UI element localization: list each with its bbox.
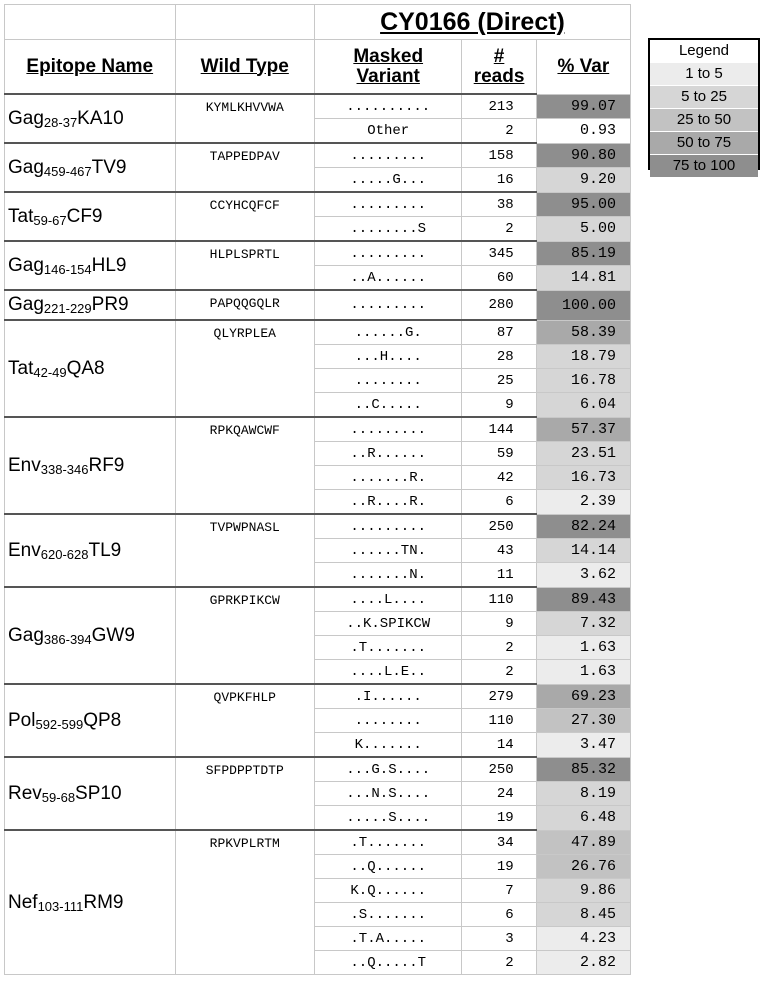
pct-var: 9.20 — [536, 168, 630, 193]
header-reads — [462, 40, 536, 95]
read-count: 110 — [462, 587, 536, 612]
legend-item: 50 to 75 — [650, 131, 758, 154]
masked-variant: ..Q.....T — [314, 951, 461, 975]
epitope-protein: Env — [8, 454, 41, 476]
table-row — [5, 192, 631, 217]
masked-variant: ......... — [314, 143, 461, 168]
legend-items — [650, 62, 758, 177]
table-row — [5, 417, 631, 442]
read-count: 2 — [462, 660, 536, 685]
epitope-protein: Gag — [8, 624, 44, 646]
legend-item: 75 to 100 — [650, 154, 758, 177]
table-row — [5, 587, 631, 612]
masked-variant: ..K.SPIKCW — [314, 612, 461, 636]
pct-var: 3.62 — [536, 563, 630, 588]
legend-item: 1 to 5 — [650, 62, 758, 85]
header-reads-line2: reads — [473, 65, 525, 87]
masked-variant: ......TN. — [314, 539, 461, 563]
read-count: 2 — [462, 217, 536, 242]
pct-var: 8.45 — [536, 903, 630, 927]
pct-var: 6.48 — [536, 806, 630, 831]
read-count: 2 — [462, 636, 536, 660]
epitope-suffix: RM9 — [83, 891, 124, 913]
read-count: 24 — [462, 782, 536, 806]
epitope-protein: Tat — [8, 357, 34, 379]
epitope-protein: Gag — [8, 156, 44, 178]
pct-var: 16.73 — [536, 466, 630, 490]
epitope-protein: Gag — [8, 254, 44, 276]
epitope-protein: Env — [8, 539, 41, 561]
pct-var: 69.23 — [536, 684, 630, 709]
epitope-table — [4, 4, 631, 975]
epitope-name-cell — [5, 241, 176, 290]
masked-variant: ...G.S.... — [314, 757, 461, 782]
masked-variant: .....G... — [314, 168, 461, 193]
epitope-name-cell — [5, 684, 176, 757]
pct-var: 58.39 — [536, 320, 630, 345]
epitope-position: 42-49 — [33, 364, 67, 380]
epitope-position: 103-111 — [37, 898, 84, 914]
legend-item: 5 to 25 — [650, 85, 758, 108]
masked-variant: ......... — [314, 192, 461, 217]
pct-var: 26.76 — [536, 855, 630, 879]
masked-variant: .I...... — [314, 684, 461, 709]
wild-type-sequence: QLYRPLEA — [175, 320, 314, 417]
masked-variant: ....L.E.. — [314, 660, 461, 685]
read-count: 158 — [462, 143, 536, 168]
pct-var: 2.39 — [536, 490, 630, 515]
header-masked-variant-line1: Masked — [353, 45, 424, 67]
read-count: 14 — [462, 733, 536, 758]
epitope-protein: Rev — [8, 782, 42, 804]
masked-variant: ..A...... — [314, 266, 461, 291]
masked-variant: ......... — [314, 241, 461, 266]
read-count: 279 — [462, 684, 536, 709]
epitope-name-cell — [5, 143, 176, 192]
read-count: 59 — [462, 442, 536, 466]
pct-var: 1.63 — [536, 660, 630, 685]
table-row — [5, 684, 631, 709]
table-row — [5, 143, 631, 168]
wild-type-sequence: PAPQQGQLR — [175, 290, 314, 320]
read-count: 345 — [462, 241, 536, 266]
pct-var: 23.51 — [536, 442, 630, 466]
epitope-position: 221-229 — [43, 301, 92, 316]
wild-type-sequence: HLPLSPRTL — [175, 241, 314, 290]
masked-variant: ........ — [314, 709, 461, 733]
table-row — [5, 757, 631, 782]
epitope-name-cell — [5, 417, 176, 514]
epitope-position: 620-628 — [40, 546, 89, 562]
pct-var: 95.00 — [536, 192, 630, 217]
read-count: 60 — [462, 266, 536, 291]
epitope-name-cell — [5, 192, 176, 241]
masked-variant: ......G. — [314, 320, 461, 345]
pct-var: 89.43 — [536, 587, 630, 612]
pct-var: 100.00 — [536, 290, 630, 320]
epitope-suffix: TL9 — [88, 539, 122, 561]
pct-var: 4.23 — [536, 927, 630, 951]
read-count: 42 — [462, 466, 536, 490]
pct-var: 1.63 — [536, 636, 630, 660]
table-row — [5, 830, 631, 855]
wild-type-sequence: TAPPEDPAV — [175, 143, 314, 192]
masked-variant: ......... — [314, 514, 461, 539]
masked-variant: ..Q...... — [314, 855, 461, 879]
epitope-name-cell — [5, 830, 176, 975]
read-count: 16 — [462, 168, 536, 193]
pct-var: 85.19 — [536, 241, 630, 266]
wild-type-sequence: CCYHCQFCF — [175, 192, 314, 241]
masked-variant: ........S — [314, 217, 461, 242]
epitope-position: 146-154 — [43, 261, 92, 277]
table-row — [5, 94, 631, 119]
pct-var: 47.89 — [536, 830, 630, 855]
epitope-position: 386-394 — [43, 631, 92, 647]
wild-type-sequence: SFPDPPTDTP — [175, 757, 314, 830]
pct-var: 14.81 — [536, 266, 630, 291]
epitope-protein: Gag — [8, 107, 44, 129]
legend — [648, 38, 760, 174]
masked-variant: K....... — [314, 733, 461, 758]
epitope-position: 338-346 — [40, 461, 89, 477]
epitope-suffix: CF9 — [66, 205, 103, 227]
masked-variant: .......R. — [314, 466, 461, 490]
read-count: 28 — [462, 345, 536, 369]
pct-var: 0.93 — [536, 119, 630, 144]
blank-corner-1 — [5, 5, 176, 40]
table-title-cell — [314, 5, 630, 40]
table-row — [5, 290, 631, 320]
epitope-position: 592-599 — [35, 716, 84, 732]
masked-variant: ....L.... — [314, 587, 461, 612]
pct-var: 82.24 — [536, 514, 630, 539]
read-count: 11 — [462, 563, 536, 588]
header-epitope-name: Epitope Name — [5, 40, 176, 95]
pct-var: 57.37 — [536, 417, 630, 442]
read-count: 19 — [462, 855, 536, 879]
pct-var: 99.07 — [536, 94, 630, 119]
epitope-position: 59-67 — [33, 212, 67, 228]
read-count: 144 — [462, 417, 536, 442]
masked-variant: ........ — [314, 369, 461, 393]
epitope-name-cell — [5, 94, 176, 143]
pct-var: 18.79 — [536, 345, 630, 369]
read-count: 110 — [462, 709, 536, 733]
header-masked-variant — [314, 40, 461, 95]
masked-variant: ..R....R. — [314, 490, 461, 515]
wild-type-sequence: GPRKPIKCW — [175, 587, 314, 684]
epitope-position: 459-467 — [43, 163, 92, 179]
epitope-suffix: SP10 — [75, 782, 122, 804]
table-body — [5, 94, 631, 975]
masked-variant: ...N.S.... — [314, 782, 461, 806]
epitope-protein: Nef — [8, 891, 38, 913]
epitope-suffix: GW9 — [91, 624, 135, 646]
pct-var: 7.32 — [536, 612, 630, 636]
pct-var: 5.00 — [536, 217, 630, 242]
masked-variant: .T....... — [314, 830, 461, 855]
wild-type-sequence: TVPWPNASL — [175, 514, 314, 587]
blank-corner-2 — [175, 5, 314, 40]
epitope-name-cell — [5, 320, 176, 417]
header-reads-line1: # — [493, 45, 505, 67]
header-masked-variant-line2: Variant — [356, 65, 420, 87]
legend-item: 25 to 50 — [650, 108, 758, 131]
epitope-protein: Pol — [8, 709, 36, 731]
read-count: 9 — [462, 612, 536, 636]
read-count: 2 — [462, 119, 536, 144]
masked-variant: ..R...... — [314, 442, 461, 466]
masked-variant: .....S.... — [314, 806, 461, 831]
masked-variant: K.Q...... — [314, 879, 461, 903]
read-count: 38 — [462, 192, 536, 217]
epitope-name-cell — [5, 514, 176, 587]
masked-variant: ..C..... — [314, 393, 461, 418]
epitope-position: 28-37 — [43, 114, 78, 130]
epitope-suffix: QP8 — [83, 709, 122, 731]
epitope-protein: Gag — [8, 294, 44, 315]
masked-variant: .T.A..... — [314, 927, 461, 951]
read-count: 250 — [462, 514, 536, 539]
epitope-suffix: RF9 — [88, 454, 125, 476]
table-row — [5, 514, 631, 539]
read-count: 19 — [462, 806, 536, 831]
epitope-suffix: TV9 — [91, 156, 127, 178]
legend-title: Legend — [678, 42, 730, 59]
masked-variant: .......N. — [314, 563, 461, 588]
epitope-suffix: KA10 — [77, 107, 124, 129]
read-count: 7 — [462, 879, 536, 903]
epitope-name-cell — [5, 290, 176, 320]
epitope-name-cell — [5, 757, 176, 830]
read-count: 250 — [462, 757, 536, 782]
pct-var: 9.86 — [536, 879, 630, 903]
epitope-suffix: PR9 — [91, 294, 129, 315]
header-pct-var: % Var — [536, 40, 630, 95]
epitope-position: 59-68 — [41, 789, 76, 805]
epitope-name-cell — [5, 587, 176, 684]
pct-var: 16.78 — [536, 369, 630, 393]
masked-variant: ......... — [314, 417, 461, 442]
pct-var: 14.14 — [536, 539, 630, 563]
masked-variant: Other — [314, 119, 461, 144]
read-count: 43 — [462, 539, 536, 563]
read-count: 6 — [462, 490, 536, 515]
read-count: 34 — [462, 830, 536, 855]
pct-var: 6.04 — [536, 393, 630, 418]
read-count: 6 — [462, 903, 536, 927]
wild-type-sequence: QVPKFHLP — [175, 684, 314, 757]
pct-var: 8.19 — [536, 782, 630, 806]
pct-var: 90.80 — [536, 143, 630, 168]
read-count: 213 — [462, 94, 536, 119]
pct-var: 3.47 — [536, 733, 630, 758]
pct-var: 27.30 — [536, 709, 630, 733]
wild-type-sequence: RPKVPLRTM — [175, 830, 314, 975]
masked-variant: .......... — [314, 94, 461, 119]
read-count: 25 — [462, 369, 536, 393]
masked-variant: .S....... — [314, 903, 461, 927]
masked-variant: ...H.... — [314, 345, 461, 369]
read-count: 280 — [462, 290, 536, 320]
epitope-suffix: QA8 — [66, 357, 105, 379]
wild-type-sequence: RPKQAWCWF — [175, 417, 314, 514]
header-wild-type: Wild Type — [175, 40, 314, 95]
table-row — [5, 320, 631, 345]
read-count: 87 — [462, 320, 536, 345]
read-count: 2 — [462, 951, 536, 975]
pct-var: 2.82 — [536, 951, 630, 975]
table-row — [5, 241, 631, 266]
epitope-protein: Tat — [8, 205, 34, 227]
read-count: 9 — [462, 393, 536, 418]
table-title: CY0166 (Direct) — [380, 7, 565, 36]
masked-variant: .T....... — [314, 636, 461, 660]
wild-type-sequence: KYMLKHVVWA — [175, 94, 314, 143]
masked-variant: ......... — [314, 290, 461, 320]
epitope-suffix: HL9 — [91, 254, 127, 276]
read-count: 3 — [462, 927, 536, 951]
pct-var: 85.32 — [536, 757, 630, 782]
